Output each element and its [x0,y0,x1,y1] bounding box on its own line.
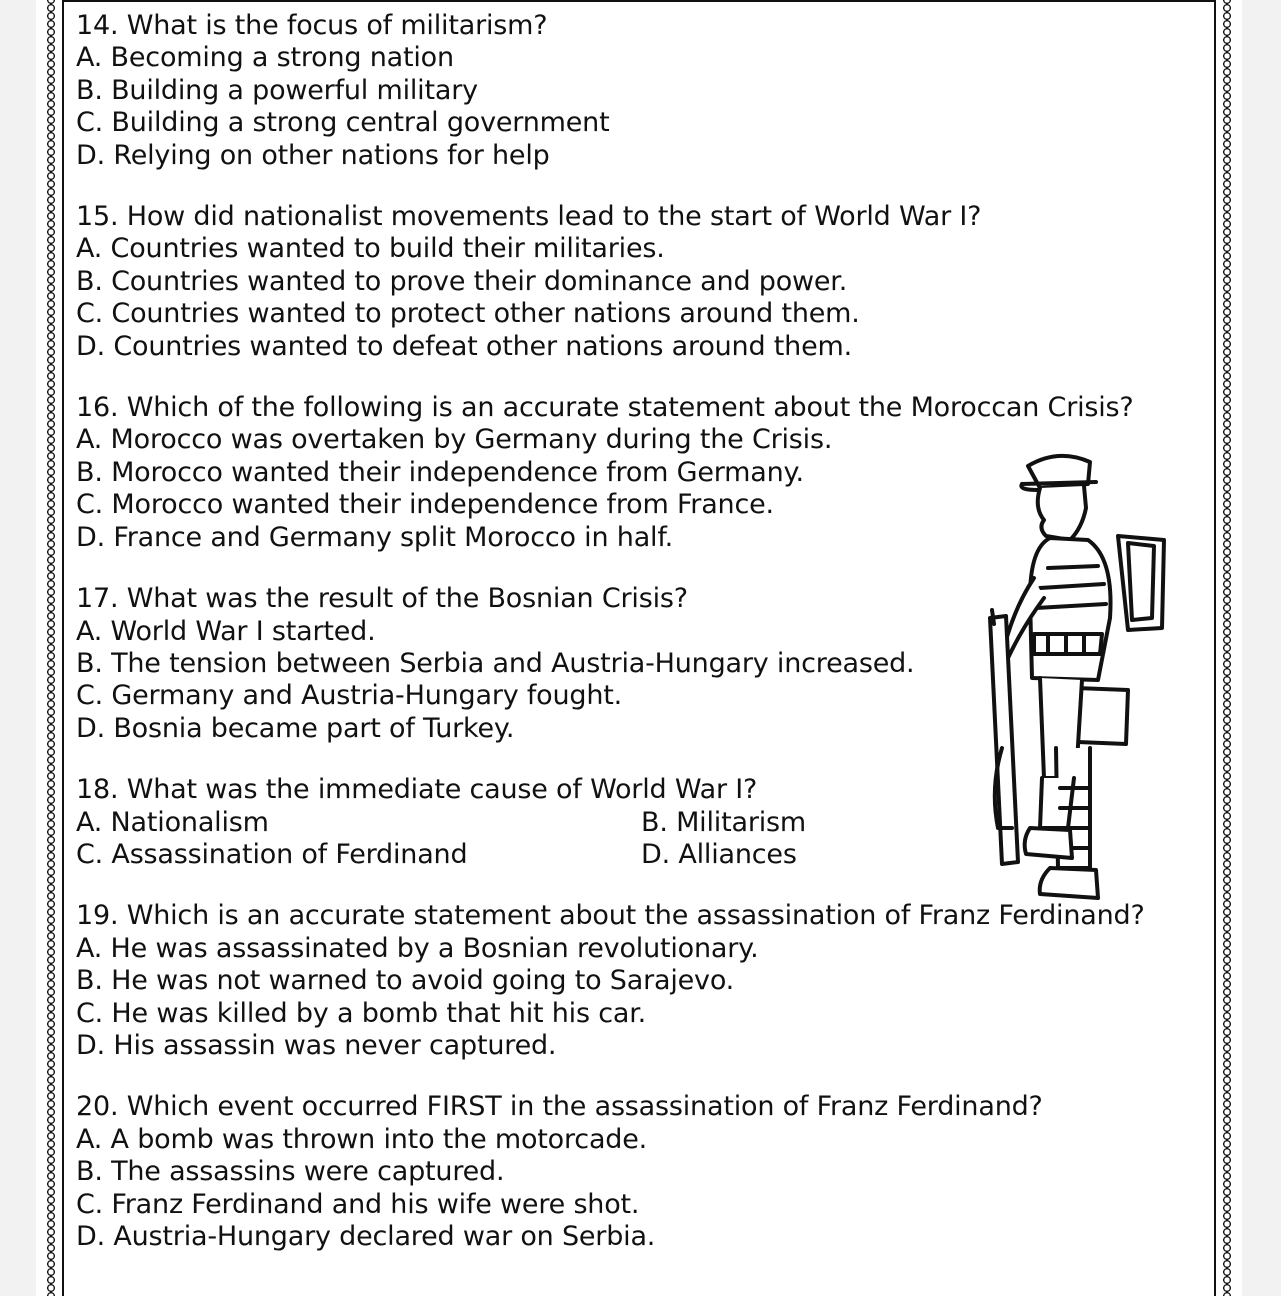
option-d: D. His assassin was never captured. [76,1029,557,1061]
option-c: C. He was killed by a bomb that hit his car. [76,997,647,1029]
option-a: A. World War I started. [76,615,376,647]
option-d: D. France and Germany split Morocco in half. [76,521,674,553]
option-c: C. Assassination of Ferdinand [76,838,468,870]
question-stem: 16. Which of the following is an accurate statement about the Moroccan Crisis? [76,392,1134,424]
question-20 [76,1091,1186,1253]
option-d: D. Alliances [641,838,797,870]
option-c: C. Morocco wanted their independence from France. [76,489,774,521]
decorative-border-left [44,0,58,1296]
option-c: C. Franz Ferdinand and his wife were shot. [76,1188,640,1220]
option-b: B. Militarism [641,806,806,838]
option-a: A. Nationalism [76,806,269,838]
question-stem: 18. What was the immediate cause of World War I? [76,774,758,806]
decorative-border-right [1220,0,1234,1296]
option-c: C. Countries wanted to protect other nations around them. [76,298,860,330]
question-19 [76,900,1186,1062]
question-stem: 14. What is the focus of militarism? [76,10,548,41]
option-c: C. Germany and Austria-Hungary fought. [76,680,623,712]
question-stem: 19. Which is an accurate statement about the assassination of Franz Ferdinand? [76,900,1145,932]
option-a: A. Becoming a strong nation [76,42,454,74]
option-a: A. He was assassinated by a Bosnian revolutionary. [76,932,759,964]
option-d: D. Relying on other nations for help [76,139,550,171]
option-b: B. The assassins were captured. [76,1156,505,1188]
option-a: A. Countries wanted to build their militaries. [76,233,665,265]
frame-line-top [62,0,1216,2]
option-b: B. The tension between Serbia and Austria-Hungary increased. [76,647,915,679]
option-b: B. Countries wanted to prove their dominance and power. [76,265,848,297]
frame-line-right [1214,0,1216,1296]
option-a: A. A bomb was thrown into the motorcade. [76,1123,648,1155]
question-stem: 20. Which event occurred FIRST in the assassination of Franz Ferdinand? [76,1091,1043,1123]
option-b: B. He was not warned to avoid going to Sarajevo. [76,965,735,997]
question-15 [76,201,1186,363]
option-d: D. Bosnia became part of Turkey. [76,712,515,744]
question-14 [76,10,1186,172]
question-stem: 15. How did nationalist movements lead to the start of World War I? [76,201,982,233]
soldier-illustration-icon [978,448,1174,908]
option-d: D. Countries wanted to defeat other nations around them. [76,330,852,362]
option-d: D. Austria-Hungary declared war on Serbia. [76,1221,656,1252]
question-stem: 17. What was the result of the Bosnian Crisis? [76,583,688,615]
option-b: B. Morocco wanted their independence from Germany. [76,456,804,488]
option-b: B. Building a powerful military [76,74,478,106]
option-a: A. Morocco was overtaken by Germany during the Crisis. [76,424,833,456]
frame-line-left [62,0,64,1296]
option-c: C. Building a strong central government [76,107,610,139]
